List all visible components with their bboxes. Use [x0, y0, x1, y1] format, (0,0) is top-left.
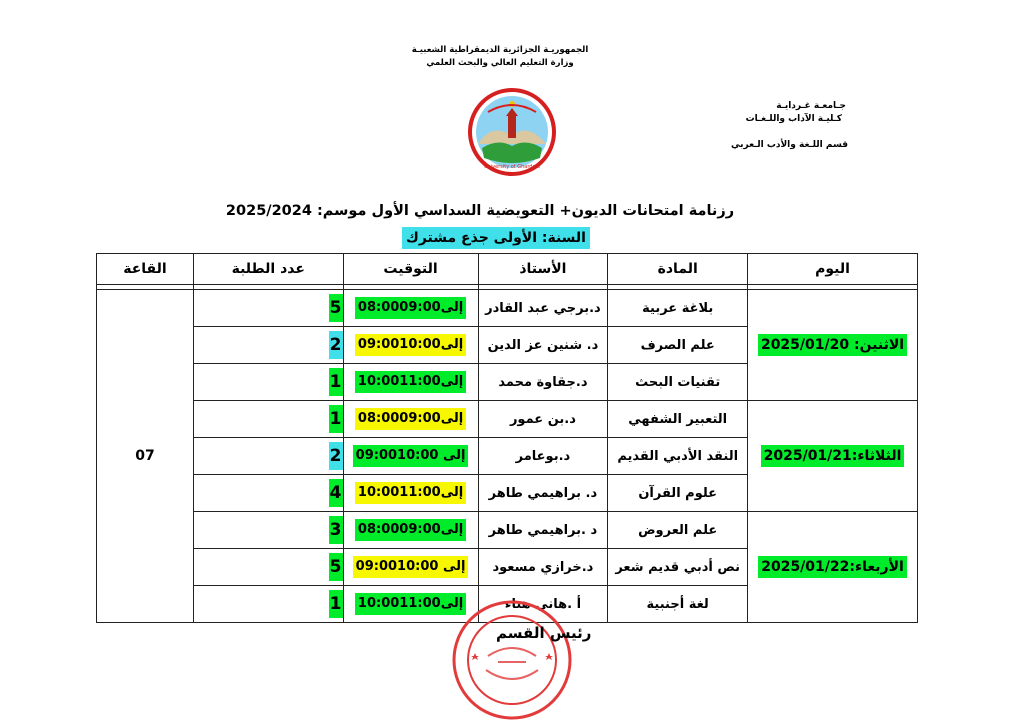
- header-day: اليوم: [748, 254, 918, 285]
- subject-cell: علوم القرآن: [608, 475, 748, 512]
- university-header: [718, 100, 848, 152]
- student-count-cell: [193, 290, 343, 327]
- teacher-cell: د. براهيمي طاهر: [478, 475, 608, 512]
- student-count: 3: [329, 516, 343, 544]
- logo-caption: University of Ghardaia: [484, 164, 540, 170]
- subject-cell: علم العروض: [608, 512, 748, 549]
- time-value: 08:00إلى09:00: [355, 297, 466, 319]
- header-students: عدد الطلبة: [193, 254, 343, 285]
- ministry-line-2: وزارة التعليم العالي والبحث العلمي: [426, 58, 574, 68]
- teacher-cell: أ .هاني هناء: [478, 586, 608, 623]
- table-header-row: [97, 254, 918, 285]
- header-room: القاعة: [97, 254, 194, 285]
- table-row: [97, 290, 918, 327]
- university-name: جـامعـة غـردايـة: [776, 101, 846, 111]
- header-subject: المادة: [608, 254, 748, 285]
- time-cell: [343, 475, 478, 512]
- teacher-cell: د .براهيمي طاهر: [478, 512, 608, 549]
- time-cell: [343, 401, 478, 438]
- teacher-cell: د.جقاوة محمد: [478, 364, 608, 401]
- day-label: الاثنين: 2025/01/20: [758, 334, 907, 356]
- student-count-cell: [193, 549, 343, 586]
- signature-label: رئيس القسم: [496, 624, 592, 642]
- student-count: 1: [329, 405, 343, 433]
- faculty-name: كـليـة الآداب واللـغـات: [745, 114, 842, 124]
- university-logo: [468, 88, 556, 176]
- table-row: [97, 401, 918, 438]
- time-cell: [343, 327, 478, 364]
- ministry-line-1: الجمهوريـة الجزائرية الديمقراطية الشعبيـة: [411, 45, 589, 55]
- student-count: 4: [329, 479, 343, 507]
- day-cell: [748, 401, 918, 512]
- student-count: 1: [329, 368, 343, 396]
- student-count: 1: [329, 590, 343, 618]
- day-label: الثلاثاء:2025/01/21: [761, 445, 905, 467]
- teacher-cell: د.خرازي مسعود: [478, 549, 608, 586]
- student-count: 2: [329, 442, 343, 470]
- time-cell: [343, 512, 478, 549]
- time-value: 10:00إلى11:00: [355, 482, 466, 504]
- teacher-cell: د. شنين عز الدين: [478, 327, 608, 364]
- student-count: 5: [329, 294, 343, 322]
- subject-cell: التعبير الشفهي: [608, 401, 748, 438]
- student-count-cell: [193, 586, 343, 623]
- time-value: 10:00إلى11:00: [355, 371, 466, 393]
- teacher-cell: د.برجي عبد القادر: [478, 290, 608, 327]
- document-subtitle: السنة: الأولى جذع مشترك: [402, 227, 590, 249]
- teacher-cell: د.بوعامر: [478, 438, 608, 475]
- time-value: 08:00إلى09:00: [355, 408, 466, 430]
- student-count-cell: [193, 401, 343, 438]
- student-count-cell: [193, 475, 343, 512]
- student-count-cell: [193, 438, 343, 475]
- time-value: 09:00إلى 10:00: [353, 445, 469, 467]
- exam-schedule-table: [96, 253, 918, 623]
- student-count-cell: [193, 364, 343, 401]
- time-value: 10:00إلى11:00: [355, 593, 466, 615]
- student-count: 2: [329, 331, 343, 359]
- document-title: رزنامة امتحانات الديون+ التعويضية السداسي الأول موسم: 2025/2024: [225, 203, 735, 219]
- day-label: الأربعاء:2025/01/22: [758, 556, 907, 578]
- time-cell: [343, 549, 478, 586]
- student-count-cell: [193, 327, 343, 364]
- table-row: [97, 512, 918, 549]
- student-count: 5: [329, 553, 343, 581]
- time-value: 09:00إلى10:00: [355, 334, 466, 356]
- subject-cell: نص أدبي قديم شعر: [608, 549, 748, 586]
- ministry-header: [400, 44, 600, 70]
- time-cell: [343, 438, 478, 475]
- subject-cell: بلاغة عربية: [608, 290, 748, 327]
- header-time: التوقيت: [343, 254, 478, 285]
- day-cell: [748, 290, 918, 401]
- student-count-cell: [193, 512, 343, 549]
- header-teacher: الأستاذ: [478, 254, 608, 285]
- time-cell: [343, 364, 478, 401]
- teacher-cell: د.بن عمور: [478, 401, 608, 438]
- department-name: قسم اللـغة والأدب الـعربي: [730, 140, 848, 150]
- subject-cell: لغة أجنبية: [608, 586, 748, 623]
- time-cell: [343, 290, 478, 327]
- day-cell: [748, 512, 918, 623]
- subject-cell: علم الصرف: [608, 327, 748, 364]
- subject-cell: النقد الأدبي القديم: [608, 438, 748, 475]
- official-stamp: [448, 596, 576, 724]
- time-value: 08:00إلى09:00: [355, 519, 466, 541]
- subject-cell: تقنيات البحث: [608, 364, 748, 401]
- room-cell: 07: [97, 290, 194, 623]
- time-value: 09:00إلى 10:00: [353, 556, 469, 578]
